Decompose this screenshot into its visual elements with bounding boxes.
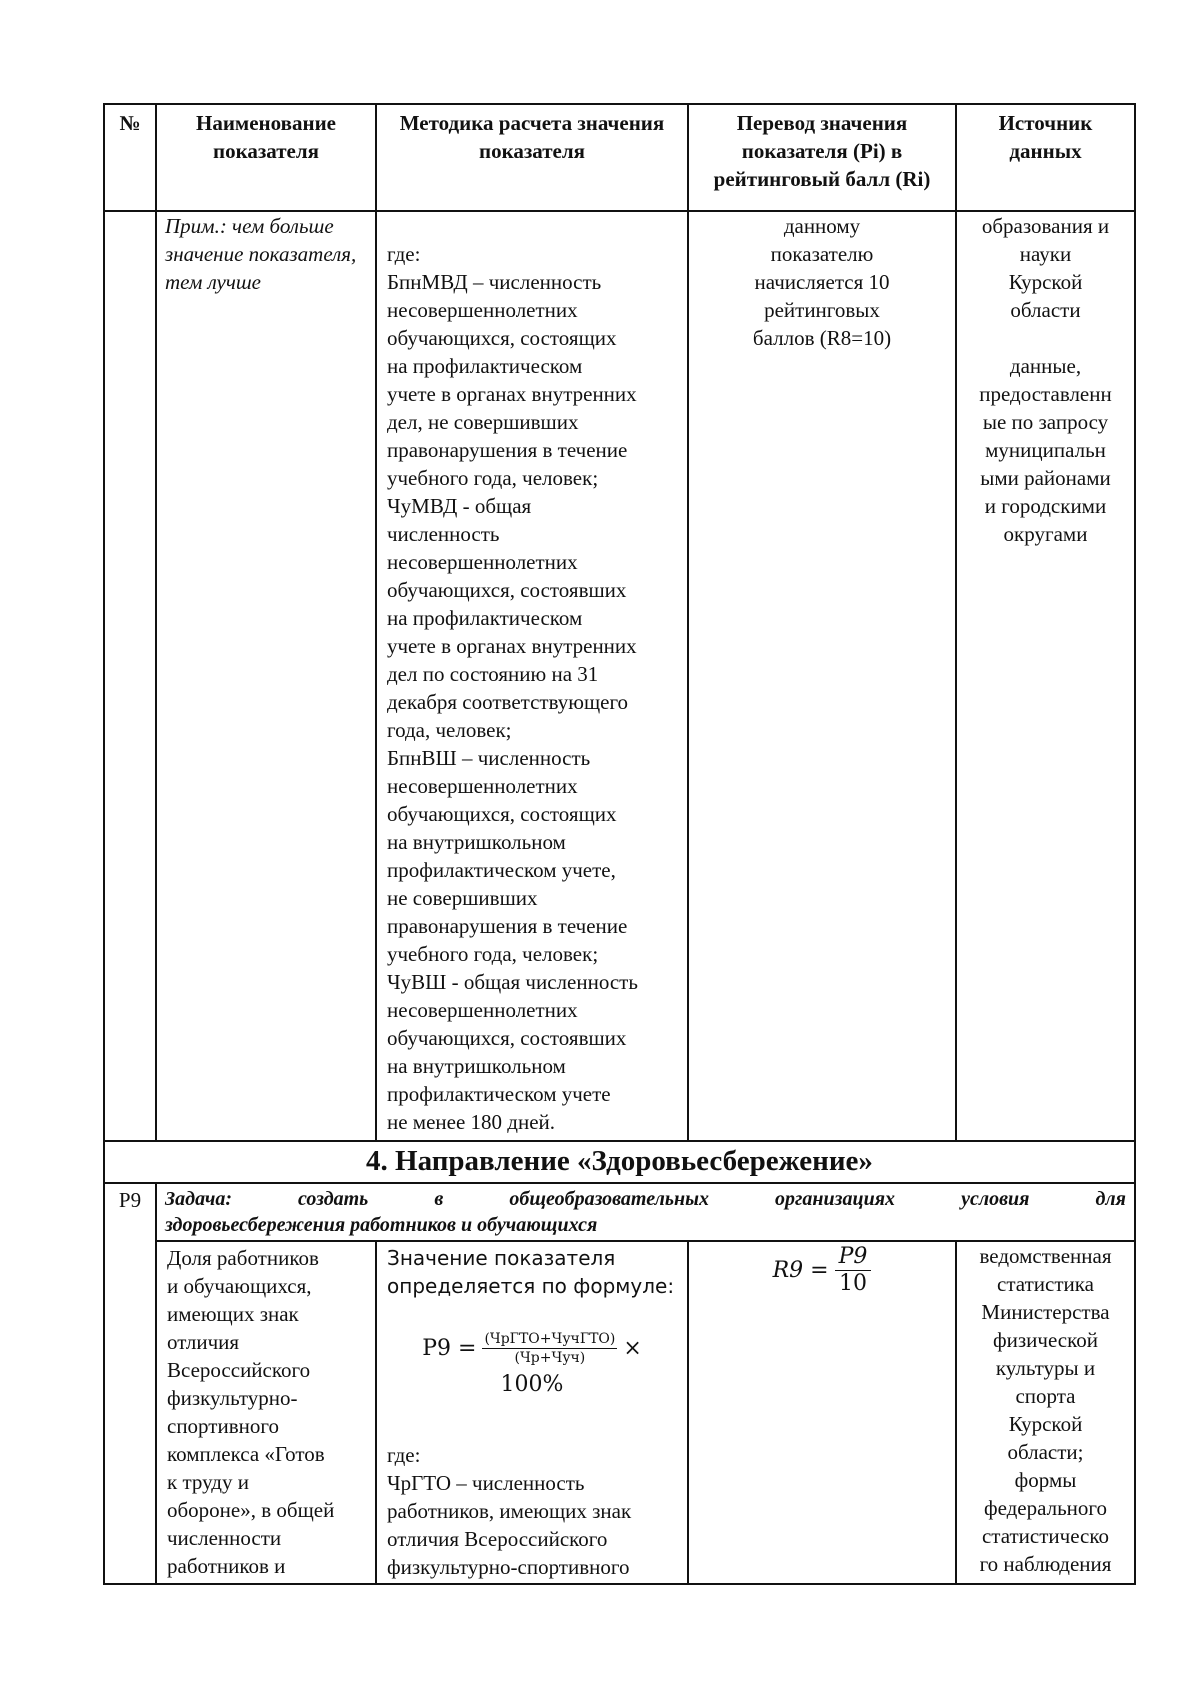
- text-line: ыми районами: [980, 466, 1111, 490]
- r8-source-text-b: [963, 352, 1128, 548]
- text-line: несовершеннолетних: [387, 550, 578, 574]
- text-line: правонарушения в течение: [387, 438, 628, 462]
- text-line: обучающихся, состоящих: [387, 802, 617, 826]
- text-line: статистика: [997, 1272, 1094, 1296]
- r9-task: [156, 1183, 1135, 1241]
- text-line: численность: [387, 522, 500, 546]
- text-line: обучающихся, состоявших: [387, 1026, 627, 1050]
- r9-formula-percent: 100%: [500, 1372, 564, 1397]
- header-source: Источник данных: [956, 104, 1135, 211]
- text-line: профилактическом учете,: [387, 858, 616, 882]
- text-line: комплекса «Готов: [167, 1442, 325, 1466]
- text-line: обороне», в общей: [167, 1498, 335, 1522]
- table-row-r9: [104, 1241, 1135, 1584]
- text-line: обучающихся, состоявших: [387, 578, 627, 602]
- text-line: физической: [993, 1328, 1098, 1352]
- text-line: го наблюдения: [979, 1552, 1112, 1576]
- table-row-r8-continued: [104, 211, 1135, 1141]
- text-line: и городскими: [984, 494, 1107, 518]
- r9-formula-times: ×: [623, 1335, 642, 1361]
- task-word: для: [1095, 1188, 1126, 1210]
- r9-formula-lhs: Р9 =: [422, 1335, 477, 1361]
- text-line: предоставленн: [979, 382, 1112, 406]
- indicator-table: [103, 103, 1136, 1585]
- text-line: года, человек;: [387, 718, 512, 742]
- text-line: отличия: [167, 1330, 240, 1354]
- text-line: БпнВШ – численность: [387, 746, 591, 770]
- text-line: баллов (R8=10): [752, 326, 892, 350]
- r9-convert-lhs: R9 =: [772, 1257, 829, 1283]
- text-line: работников и: [167, 1554, 286, 1578]
- text-line: начисляется 10: [754, 270, 890, 294]
- r8-method-cell: [376, 211, 688, 1141]
- text-line: учете в органах внутренних: [387, 634, 637, 658]
- text-line: на профилактическом: [387, 354, 583, 378]
- text-line: ЧуВШ - общая численность: [387, 970, 638, 994]
- text-line: к труду и: [167, 1470, 249, 1494]
- table-row-r9-task: [104, 1183, 1135, 1241]
- r9-method-intro: [387, 1244, 677, 1300]
- r8-source-text-a: [963, 212, 1128, 324]
- r9-source-cell: [956, 1241, 1135, 1584]
- r9-convert-fraction: [835, 1244, 872, 1297]
- text-line: ые по запросу: [982, 410, 1109, 434]
- text-line: несовершеннолетних: [387, 998, 578, 1022]
- text-line: учебного года, человек;: [387, 466, 599, 490]
- table-header-row: [104, 104, 1135, 211]
- task-word: Задача:: [165, 1188, 232, 1210]
- text-line: не менее 180 дней.: [387, 1110, 556, 1134]
- r8-method-text: [387, 240, 677, 1136]
- r9-name-text: [167, 1244, 365, 1580]
- r8-num-cell: [104, 211, 156, 1141]
- text-line: на внутришкольном: [387, 830, 566, 854]
- text-line: правонарушения в течение: [387, 914, 628, 938]
- text-line: работников, имеющих знак: [387, 1499, 632, 1523]
- text-line: несовершеннолетних: [387, 774, 578, 798]
- text-line: федерального: [983, 1496, 1108, 1520]
- r9-formula-denominator: (Чр+Чуч): [514, 1350, 586, 1366]
- text-line: спорта: [1015, 1384, 1076, 1408]
- text-line: на профилактическом: [387, 606, 583, 630]
- text-line: области;: [1007, 1440, 1084, 1464]
- r9-method-text: [387, 1441, 677, 1581]
- text-line: Курской: [1008, 1412, 1083, 1436]
- header-method: Методика расчета значения показателя: [376, 104, 688, 211]
- task-word: общеобразовательных: [509, 1188, 709, 1210]
- text-line: Всероссийского: [167, 1358, 311, 1382]
- text-line: Министерства: [981, 1300, 1110, 1324]
- r9-task-line-2: здоровьесбережения работников и обучающихся: [165, 1214, 598, 1236]
- r8-convert-text: [695, 212, 949, 352]
- text-line: несовершеннолетних: [387, 298, 578, 322]
- text-line: показателю: [770, 242, 874, 266]
- text-line: дел по состоянию на 31: [387, 662, 599, 686]
- text-line: образования и: [981, 214, 1110, 238]
- text-line: ЧуМВД - общая: [387, 494, 532, 518]
- text-line: статистическо: [981, 1524, 1110, 1548]
- text-line: БпнМВД – численность: [387, 270, 602, 294]
- r8-source-cell: [956, 211, 1135, 1141]
- r9-name-cell: [156, 1241, 376, 1584]
- r9-convert-denominator: 10: [839, 1271, 867, 1296]
- r9-formula: [387, 1330, 677, 1367]
- text-line: отличия Всероссийского: [387, 1527, 608, 1551]
- text-line: области: [1010, 298, 1081, 322]
- task-word: создать: [298, 1188, 369, 1210]
- task-word: организациях: [775, 1188, 896, 1210]
- r8-note: Прим.: чем больше значение показателя, тем лучше: [156, 211, 376, 1141]
- section-4-title: 4. Направление «Здоровьесбережение»: [104, 1141, 1135, 1183]
- text-line: физкультурно-спортивного: [387, 1555, 630, 1579]
- header-name: Наименование показателя: [156, 104, 376, 211]
- task-word: условия: [961, 1188, 1030, 1210]
- text-line: спортивного: [167, 1414, 279, 1438]
- text-line: округами: [1003, 522, 1088, 546]
- text-line: Доля работников: [167, 1246, 319, 1270]
- text-line: Значение показателя: [387, 1246, 616, 1270]
- text-line: рейтинговых: [764, 298, 880, 322]
- text-line: данному: [783, 214, 861, 238]
- r9-formula-numerator: (ЧрГТО+ЧучГТО): [484, 1331, 616, 1347]
- text-line: учебного года, человек;: [387, 942, 599, 966]
- section-heading-row: [104, 1141, 1135, 1183]
- text-line: ведомственная: [979, 1244, 1112, 1268]
- text-line: где:: [387, 242, 421, 266]
- r9-source-text: [963, 1242, 1128, 1578]
- text-line: учете в органах внутренних: [387, 382, 637, 406]
- text-line: декабря соответствующего: [387, 690, 629, 714]
- r9-method-cell: [376, 1241, 688, 1584]
- text-line: и обучающихся,: [167, 1274, 312, 1298]
- r9-num: Р9: [104, 1183, 156, 1584]
- text-line: численности: [167, 1526, 282, 1550]
- text-line: формы: [1014, 1468, 1077, 1492]
- text-line: науки: [1019, 242, 1072, 266]
- text-line: Курской: [1008, 270, 1083, 294]
- r9-formula-fraction: [482, 1330, 617, 1367]
- header-convert: Перевод значения показателя (Pi) в рейтинговый балл (Ri): [688, 104, 956, 211]
- text-line: где:: [387, 1443, 421, 1467]
- text-line: определяется по формуле:: [387, 1274, 675, 1298]
- text-line: данные,: [1009, 354, 1082, 378]
- r9-convert-numerator: P9: [835, 1244, 872, 1271]
- text-line: имеющих знак: [167, 1302, 299, 1326]
- text-line: не совершивших: [387, 886, 538, 910]
- r9-convert-formula: [695, 1244, 949, 1297]
- text-line: муниципальн: [985, 438, 1106, 462]
- text-line: на внутришкольном: [387, 1054, 566, 1078]
- text-line: дел, не совершивших: [387, 410, 579, 434]
- text-line: обучающихся, состоящих: [387, 326, 617, 350]
- r9-convert-cell: [688, 1241, 956, 1584]
- text-line: профилактическом учете: [387, 1082, 611, 1106]
- header-num: №: [104, 104, 156, 211]
- task-word: в: [434, 1188, 444, 1210]
- text-line: культуры и: [995, 1356, 1096, 1380]
- text-line: физкультурно-: [167, 1386, 298, 1410]
- r8-convert-cell: [688, 211, 956, 1141]
- r9-task-line-1: [165, 1186, 1126, 1212]
- text-line: ЧрГТО – численность: [387, 1471, 585, 1495]
